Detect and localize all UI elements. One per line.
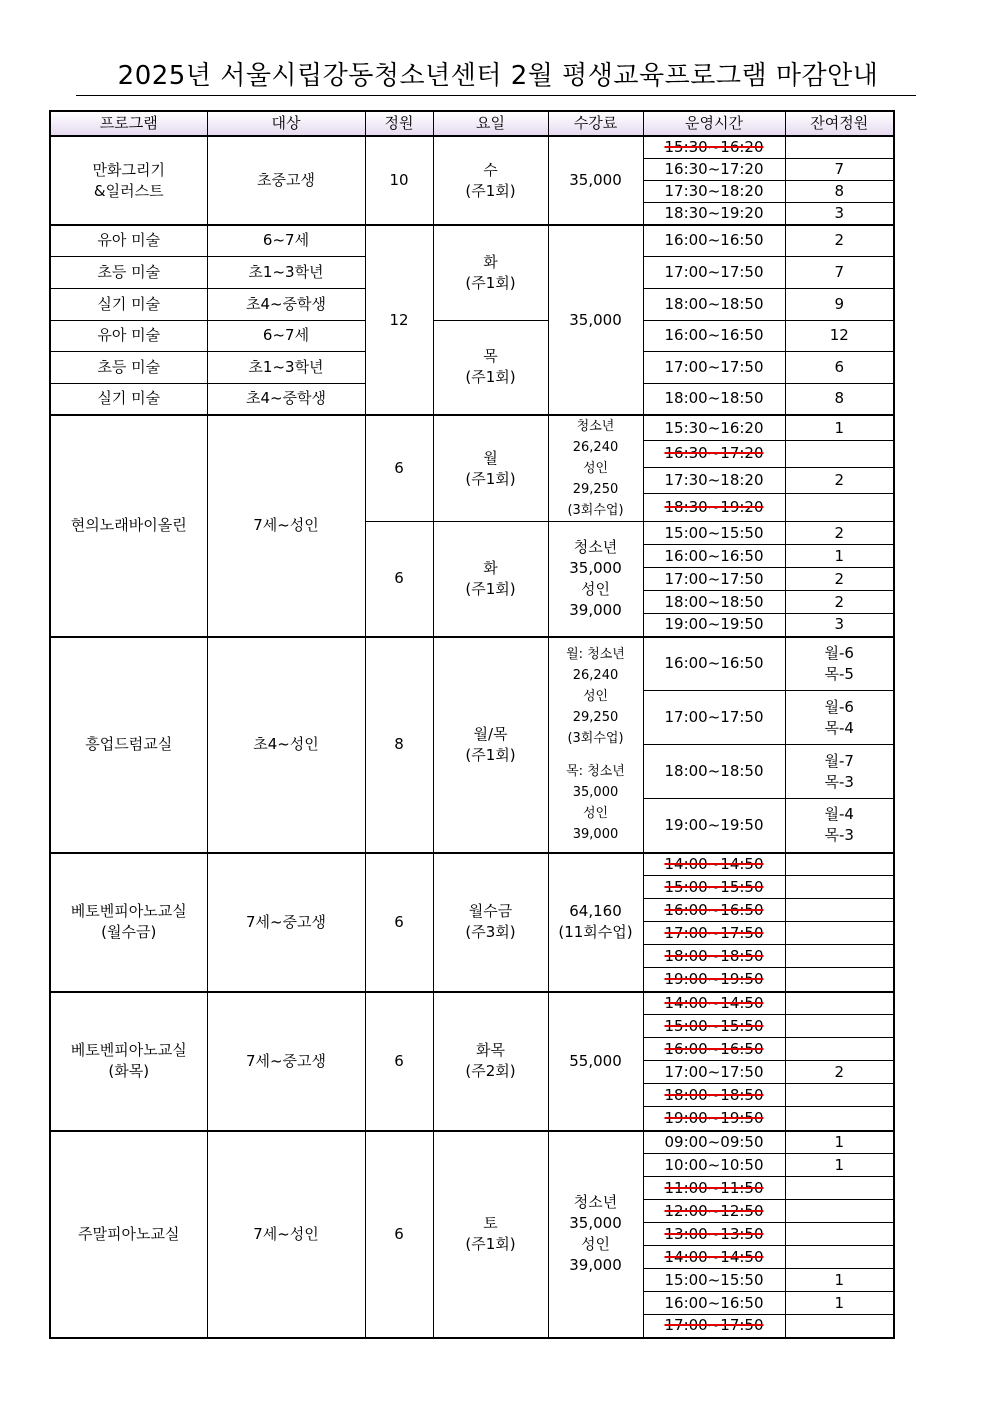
target-audience: 7세~중고생 [207,992,365,1131]
time-text: 12:00~12:50 [664,1201,764,1220]
remaining-seats: 1 [785,1131,894,1154]
time-slot: 16:00~16:50 [643,545,785,568]
class-day: 월 (주1회) [433,415,548,522]
title-underline [76,95,916,96]
remaining-seats: 6 [785,351,894,383]
time-slot-closed [643,1038,785,1061]
time-slot-closed [643,1084,785,1107]
time-text: 19:00~19:50 [664,1108,764,1127]
class-day: 목 (주1회) [433,320,548,415]
remaining-seats [785,992,894,1015]
target-audience: 초중고생 [207,136,365,225]
fee-thursday: 목: 청소년 35,000 성인 39,000 [566,764,625,842]
remaining-seats: 월-4 목-3 [785,799,894,853]
target-audience: 초1~3학년 [207,351,365,383]
remaining-seats: 1 [785,415,894,441]
time-text: 15:00~15:50 [664,877,764,896]
class-day: 월수금 (주3회) [433,853,548,992]
program-name: 현의노래바이올린 [50,415,207,637]
remaining-seats [785,1200,894,1223]
class-day: 월/목 (주1회) [433,637,548,853]
program-name: 주말피아노교실 [50,1131,207,1338]
table-row [50,136,894,159]
remaining-seats [785,1246,894,1269]
target-audience: 초4~성인 [207,637,365,853]
time-slot: 16:00~16:50 [643,320,785,351]
capacity: 6 [365,992,433,1131]
remaining-seats [785,1177,894,1200]
time-slot-closed [643,1177,785,1200]
time-text: 14:00~14:50 [664,1247,764,1266]
time-slot: 09:00~09:50 [643,1131,785,1154]
program-name: 베토벤피아노교실 (월수금) [50,853,207,992]
fee: 청소년 35,000 성인 39,000 [548,522,643,637]
time-text: 18:00~18:50 [664,1085,764,1104]
target-audience: 7세~중고생 [207,853,365,992]
time-slot-closed [643,1200,785,1223]
remaining-seats: 1 [785,1269,894,1292]
fee: 청소년 26,240 성인 29,250 (3회수업) [548,415,643,522]
time-slot-closed [643,1246,785,1269]
header-day: 요일 [433,111,548,136]
capacity: 8 [365,637,433,853]
group-weekend-piano [50,1131,894,1338]
fee-spacer [549,749,643,761]
program-name: 초등 미술 [50,256,207,288]
time-text: 17:00~17:50 [664,1316,764,1335]
target-audience: 초4~중학생 [207,288,365,320]
remaining-seats: 3 [785,203,894,226]
remaining-seats: 1 [785,1292,894,1315]
table-row [50,415,894,441]
program-name: 유아 미술 [50,225,207,256]
remaining-seats: 8 [785,383,894,415]
capacity: 10 [365,136,433,225]
target-audience: 초4~중학생 [207,383,365,415]
time-text: 16:00~16:50 [664,1039,764,1058]
remaining-seats: 12 [785,320,894,351]
fee [548,637,643,853]
time-slot-closed [643,1315,785,1338]
header-program: 프로그램 [50,111,207,136]
program-name: 흥업드럼교실 [50,637,207,853]
header-capacity: 정원 [365,111,433,136]
time-text: 11:00~11:50 [664,1178,764,1197]
time-slot: 17:00~17:50 [643,568,785,591]
remaining-seats [785,922,894,945]
remaining-seats: 1 [785,545,894,568]
time-slot: 16:00~16:50 [643,637,785,691]
group-cartoon-drawing [50,136,894,225]
remaining-seats [785,1107,894,1131]
remaining-seats: 2 [785,568,894,591]
fee-monday: 월: 청소년 26,240 성인 29,250 (3회수업) [566,647,625,746]
table-row [50,1131,894,1154]
time-slot: 18:00~18:50 [643,288,785,320]
table-row [50,225,894,256]
target-audience: 6~7세 [207,225,365,256]
remaining-seats [785,494,894,522]
remaining-seats: 7 [785,159,894,181]
capacity: 6 [365,415,433,522]
class-day: 화 (주1회) [433,225,548,320]
time-slot: 10:00~10:50 [643,1154,785,1177]
remaining-seats: 1 [785,1154,894,1177]
time-slot: 17:00~17:50 [643,256,785,288]
remaining-seats [785,441,894,468]
group-art [50,225,894,415]
remaining-seats [785,945,894,968]
remaining-seats [785,876,894,899]
program-schedule-table [49,110,895,1339]
time-slot: 16:00~16:50 [643,1292,785,1315]
remaining-seats [785,1084,894,1107]
program-name: 초등 미술 [50,351,207,383]
time-text: 15:00~15:50 [664,1016,764,1035]
time-slot-closed [643,992,785,1015]
remaining-seats [785,1015,894,1038]
remaining-seats: 8 [785,181,894,203]
remaining-seats: 월-6 목-4 [785,691,894,745]
group-piano-tt [50,992,894,1131]
header-remaining: 잔여정원 [785,111,894,136]
time-slot: 15:00~15:50 [643,522,785,545]
time-slot: 15:00~15:50 [643,1269,785,1292]
time-slot-closed [643,494,785,522]
table-row [50,637,894,691]
program-name: 유아 미술 [50,320,207,351]
time-slot: 18:00~18:50 [643,745,785,799]
time-slot: 18:00~18:50 [643,383,785,415]
remaining-seats [785,136,894,159]
group-drum [50,637,894,853]
remaining-seats: 2 [785,591,894,614]
class-day: 수 (주1회) [433,136,548,225]
remaining-seats [785,1315,894,1338]
capacity: 6 [365,522,433,637]
time-slot: 17:30~18:20 [643,467,785,494]
class-day: 화목 (주2회) [433,992,548,1131]
target-audience: 6~7세 [207,320,365,351]
time-slot-closed [643,876,785,899]
time-slot: 17:00~17:50 [643,691,785,745]
program-name: 만화그리기 &일러스트 [50,136,207,225]
time-slot: 15:30~16:20 [643,415,785,441]
time-slot-closed [643,899,785,922]
remaining-seats: 2 [785,522,894,545]
time-slot: 17:00~17:50 [643,1061,785,1084]
time-text: 13:00~13:50 [664,1224,764,1243]
class-day: 토 (주1회) [433,1131,548,1338]
time-slot-closed [643,922,785,945]
class-day: 화 (주1회) [433,522,548,637]
remaining-seats: 2 [785,225,894,256]
capacity: 6 [365,1131,433,1338]
remaining-seats [785,853,894,876]
time-text: 19:00~19:50 [664,969,764,988]
time-text: 16:00~16:50 [664,900,764,919]
time-slot-closed [643,1015,785,1038]
fee: 35,000 [548,225,643,415]
time-text: 14:00~14:50 [664,854,764,873]
time-slot: 19:00~19:50 [643,614,785,637]
header-fee: 수강료 [548,111,643,136]
remaining-seats [785,899,894,922]
target-audience: 7세~성인 [207,415,365,637]
fee: 35,000 [548,136,643,225]
time-text: 18:30~19:20 [664,498,764,517]
remaining-seats: 7 [785,256,894,288]
time-slot-closed [643,968,785,992]
time-slot-closed [643,1223,785,1246]
capacity: 6 [365,853,433,992]
remaining-seats: 월-6 목-5 [785,637,894,691]
remaining-seats: 9 [785,288,894,320]
time-slot: 19:00~19:50 [643,799,785,853]
time-slot: 17:00~17:50 [643,351,785,383]
header-target: 대상 [207,111,365,136]
time-text: 16:30~17:20 [664,444,764,463]
time-slot: 17:30~18:20 [643,181,785,203]
remaining-seats [785,968,894,992]
time-text: 14:00~14:50 [664,993,764,1012]
header-time: 운영시간 [643,111,785,136]
target-audience: 7세~성인 [207,1131,365,1338]
time-slot-closed [643,853,785,876]
time-slot-closed [643,945,785,968]
remaining-seats: 월-7 목-3 [785,745,894,799]
group-violin [50,415,894,637]
remaining-seats: 2 [785,467,894,494]
table-row [50,992,894,1015]
time-text: 15:30~16:20 [664,138,764,156]
time-slot: 16:30~17:20 [643,159,785,181]
remaining-seats [785,1223,894,1246]
remaining-seats: 3 [785,614,894,637]
time-slot-closed [643,441,785,468]
program-name: 실기 미술 [50,288,207,320]
time-text: 18:00~18:50 [664,946,764,965]
document-title: 2025년 서울시립강동청소년센터 2월 평생교육프로그램 마감안내 [117,61,879,91]
remaining-seats [785,1038,894,1061]
time-slot: 16:00~16:50 [643,225,785,256]
remaining-seats: 2 [785,1061,894,1084]
program-name: 베토벤피아노교실 (화목) [50,992,207,1131]
fee: 청소년 35,000 성인 39,000 [548,1131,643,1338]
header-row [50,111,894,136]
time-slot-closed [643,136,785,159]
table-row [50,853,894,876]
fee: 55,000 [548,992,643,1131]
program-name: 실기 미술 [50,383,207,415]
target-audience: 초1~3학년 [207,256,365,288]
time-text: 17:00~17:50 [664,923,764,942]
capacity: 12 [365,225,433,415]
time-slot: 18:00~18:50 [643,591,785,614]
time-slot: 18:30~19:20 [643,203,785,226]
group-piano-mwf [50,853,894,992]
table-row [50,320,894,351]
time-slot-closed [643,1107,785,1131]
fee: 64,160 (11회수업) [548,853,643,992]
